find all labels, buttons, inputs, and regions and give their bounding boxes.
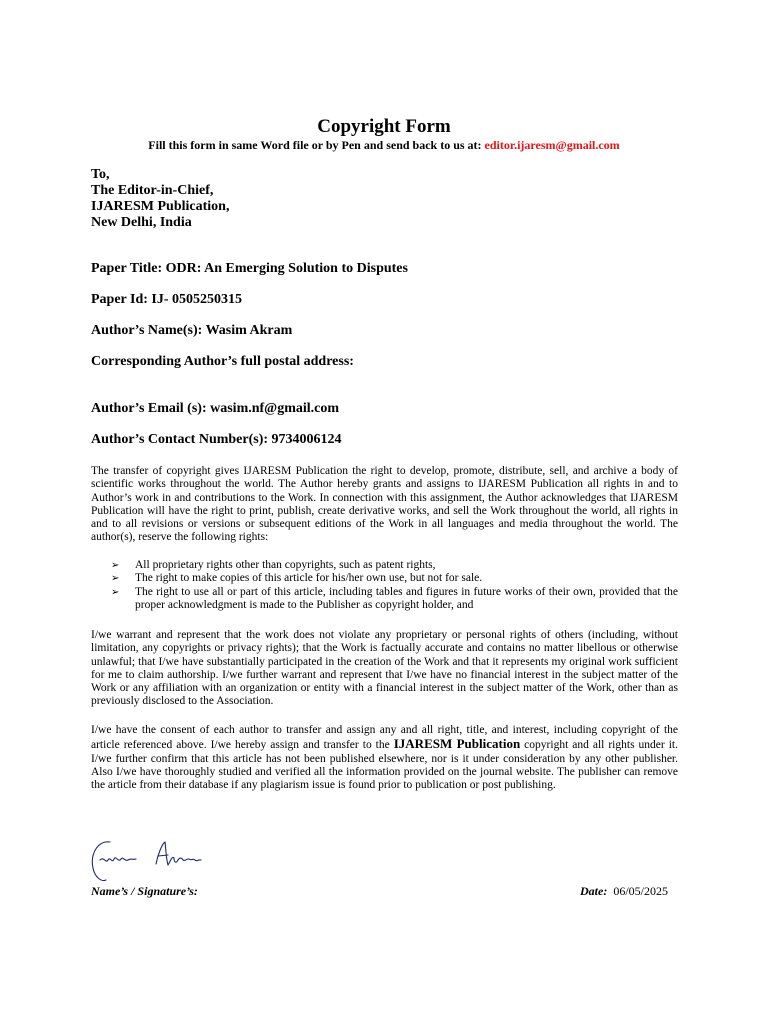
copyright-transfer-paragraph: The transfer of copyright gives IJARESM Publication the right to develop, promote, distribute, sell, and archive a body of scientific works throughout the world. The Author hereby grants and assigns to IJARESM Publication all rights in and to Author’s work in and contributions to the Work. In connection with this assignment, the Author acknowledges that IJARESM Publication will have the right to print, publish, create derivative works, and sell the Work throughout the world, all rights in and to all revisions or versions or subsequent editions of the Work in all languages and media throughout the world. The author(s), reserve the following rights:: [91, 465, 678, 544]
address-line-3: New Delhi, India: [91, 215, 192, 230]
author-email-field: Author’s Email (s): wasim.nf@gmail.com: [91, 401, 340, 416]
list-item: [111, 572, 678, 585]
publisher-name: IJARESM Publication: [393, 736, 521, 752]
date-value: 06/05/2025: [613, 884, 668, 898]
list-item: [111, 559, 678, 572]
handwritten-signature: [88, 834, 204, 886]
address-to: To,: [91, 167, 110, 182]
address-line-2: IJARESM Publication,: [91, 199, 230, 214]
date-field: [580, 884, 668, 899]
address-line-1: The Editor-in-Chief,: [91, 183, 214, 198]
signature-text: Wasim Akram: [88, 834, 94, 835]
reserved-rights-list: [111, 559, 678, 612]
paper-title-field: Paper Title: ODR: An Emerging Solution to Disputes: [91, 261, 408, 276]
date-label: Date:: [580, 884, 608, 898]
consent-text-start: I/we have the consent of each author to transfer and assign any and all right, title, and interest, including copyright of the article referenced above. I/we hereby assign and transfer to the: [91, 724, 678, 752]
paper-id-field: Paper Id: IJ- 0505250315: [91, 292, 243, 307]
consent-text-end: copyright and all rights under it. I/we further confirm that this article has not been published elsewhere, nor is it under consideration by any other publisher. Also I/we have thoroughly studied and verified all the information provided on the journal website. The publisher can remove the article from their database if any plagiarism issue is found prior to publication or post publishing.: [91, 739, 678, 792]
instructions-text: Fill this form in same Word file or by Pen and send back to us at:: [148, 138, 485, 152]
postal-address-field: Corresponding Author’s full postal address:: [91, 354, 354, 369]
consent-paragraph: [91, 724, 678, 792]
arrow-bullet-icon: ➢: [111, 586, 120, 598]
author-names-field: Author’s Name(s): Wasim Akram: [91, 323, 293, 338]
editor-email-link[interactable]: editor.ijaresm@gmail.com: [484, 138, 620, 152]
list-item-text: The right to use all or part of this article, including tables and figures in future works of their own, provided that the proper acknowledgment is made to the Publisher as copyright holder, and: [135, 585, 678, 611]
list-item-text: The right to make copies of this article for his/her own use, but not for sale.: [135, 572, 483, 585]
arrow-bullet-icon: ➢: [111, 573, 120, 585]
form-instructions: [0, 138, 768, 153]
recipient-address: [91, 167, 229, 231]
signature-label: Name’s / Signature’s:: [91, 884, 198, 898]
contact-number-field: Author’s Contact Number(s): 9734006124: [91, 432, 342, 447]
page-title: Copyright Form: [317, 116, 451, 137]
warranty-paragraph: I/we warrant and represent that the work does not violate any proprietary or personal rights of others (including, without limitation, any copyrights or privacy rights); that the Work is factually accurate and contains no matter libellous or otherwise unlawful; that I/we have substantially participated in the creation of the Work and that it represents my original work sufficient for me to claim authorship. I/we further warrant and represent that I/we have no financial interest in the subject matter of the Work or any affiliation with an organization or entity with a financial interest in the subject matter of the Work, other than as previously disclosed to the Association.: [91, 629, 678, 708]
list-item: [111, 586, 678, 613]
arrow-bullet-icon: ➢: [111, 560, 120, 571]
list-item-text: All proprietary rights other than copyrights, such as patent rights,: [135, 559, 436, 571]
